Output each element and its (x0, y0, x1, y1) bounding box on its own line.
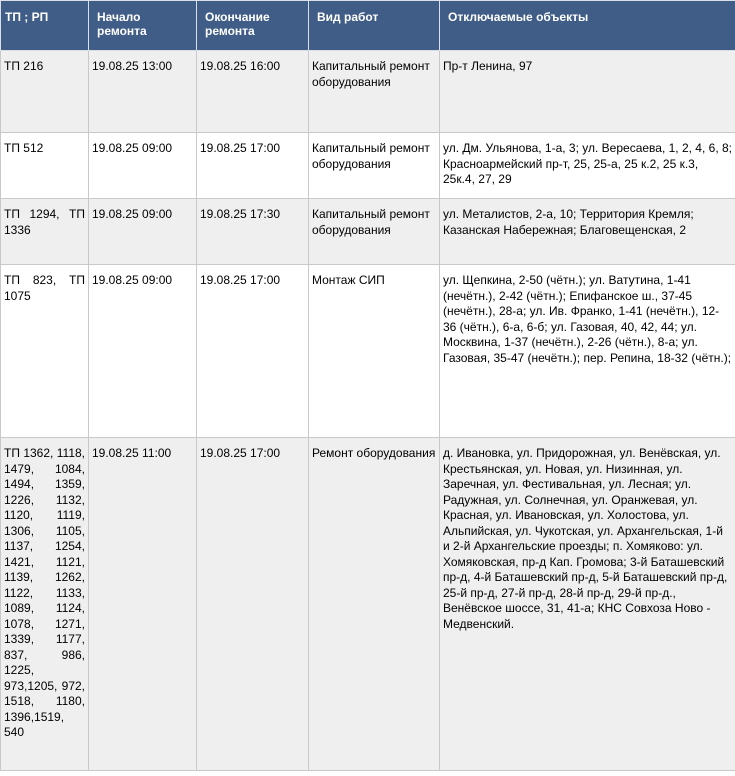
cell-end: 19.08.25 17:00 (197, 438, 309, 771)
header-end: Окончание ремонта (197, 1, 309, 51)
cell-work: Капитальный ремонт оборудования (309, 133, 440, 199)
cell-start: 19.08.25 09:00 (89, 265, 197, 438)
cell-objects: д. Ивановка, ул. Придорожная, ул. Венёвская, ул. Крестьянская, ул. Новая, ул. Низинная, ул. Заречная, ул. Фестивальная, ул. Лесная; ул. Радужная, ул. Солнечная, ул. Оранжевая, ул. Красная, ул. Ивановская, ул. Холостова, ул. Альпийская, ул. Чукотская, ул. Архангельская, 1-й и 2-й Архангельские проезды; п. Хомяково: ул. Хомяковская, пр-д Кап. Громова; 3-й Баташевский пр-д, 4-й Баташевский пр-д, 5-й Баташевский пр-д, 25-й пр-д, 27-й пр-д, 28-й пр-д, 29-й пр-д., Венёвское шоссе, 31, 41-а; КНС Совхоза Ново - Медвенский. (440, 438, 735, 771)
header-tp: ТП ; РП (1, 1, 89, 51)
cell-work: Ремонт оборудования (309, 438, 440, 771)
cell-tp: ТП 1362, 1118, 1479, 1084, 1494, 1359, 1226, 1132, 1120, 1119, 1306, 1105, 1137, 1254, 1421, 1121, 1139, 1262, 1122, 1133, 1089, 1124, 1078, 1271, 1339, 1177, 837, 986, 1225, 973,1205, 972, 1518, 1180, 1396,1519, 540 (1, 438, 89, 771)
table-header-row (1, 1, 735, 51)
cell-start: 19.08.25 09:00 (89, 133, 197, 199)
cell-work: Монтаж СИП (309, 265, 440, 438)
cell-tp: ТП 216 (1, 51, 89, 133)
cell-objects: ул. Дм. Ульянова, 1-а, 3; ул. Вересаева, 1, 2, 4, 6, 8; Красноармейский пр-т, 25, 25-а, 25 к.2, 25 к.3, 25к.4, 27, 29 (440, 133, 735, 199)
table-row (1, 199, 735, 265)
cell-work: Капитальный ремонт оборудования (309, 199, 440, 265)
cell-start: 19.08.25 13:00 (89, 51, 197, 133)
table-row (1, 133, 735, 199)
cell-end: 19.08.25 17:00 (197, 265, 309, 438)
cell-end: 19.08.25 17:30 (197, 199, 309, 265)
cell-tp: ТП 1294, ТП 1336 (1, 199, 89, 265)
cell-objects: ул. Металистов, 2-а, 10; Территория Кремля; Казанская Набережная; Благовещенская, 2 (440, 199, 735, 265)
cell-tp: ТП 512 (1, 133, 89, 199)
cell-end: 19.08.25 16:00 (197, 51, 309, 133)
header-start: Начало ремонта (89, 1, 197, 51)
table-row (1, 51, 735, 133)
table-row (1, 438, 735, 771)
table-row (1, 265, 735, 438)
header-objects: Отключаемые объекты (440, 1, 735, 51)
cell-start: 19.08.25 11:00 (89, 438, 197, 771)
cell-start: 19.08.25 09:00 (89, 199, 197, 265)
cell-tp: ТП 823, ТП 1075 (1, 265, 89, 438)
cell-objects: ул. Щепкина, 2-50 (чётн.); ул. Ватутина, 1-41 (нечётн.), 2-42 (чётн.); Епифанское ш., 37-45 (нечётн.), 28-а; ул. Ив. Франко, 1-41 (нечётн.), 12-36 (чётн.), 6-а, 6-б; ул. Газовая, 40, 42, 44; ул. Москвина, 1-37 (нечётн.), 2-26 (чётн.), 8-а; ул. Газовая, 35-47 (нечётн.); пер. Репина, 18-32 (чётн.); (440, 265, 735, 438)
cell-end: 19.08.25 17:00 (197, 133, 309, 199)
cell-work: Капитальный ремонт оборудования (309, 51, 440, 133)
cell-objects: Пр-т Ленина, 97 (440, 51, 735, 133)
header-work: Вид работ (309, 1, 440, 51)
